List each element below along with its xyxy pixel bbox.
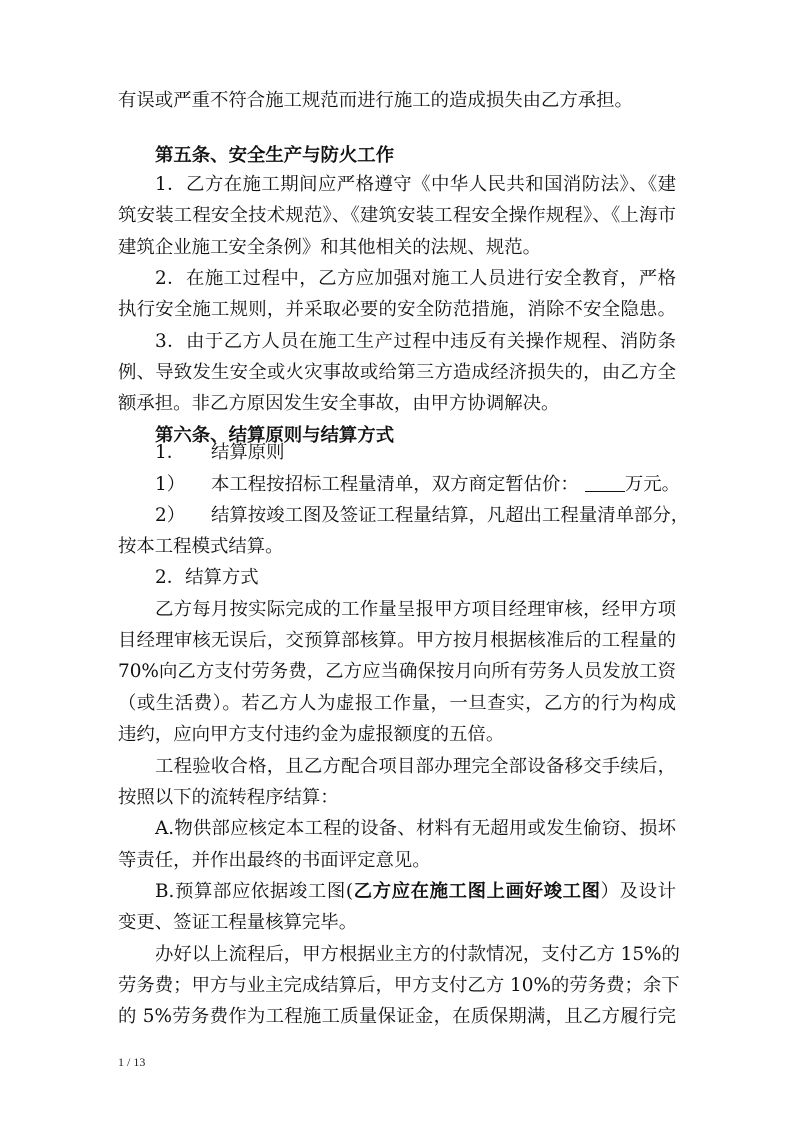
text-line bbox=[155, 473, 681, 497]
text-line bbox=[155, 504, 690, 528]
line-text: 执行安全施工规则，并采取必要的安全防范措施，消除不安全隐患。 bbox=[118, 299, 676, 320]
line-text: 劳务费；甲方与业主完成结算后，甲方支付乙方 10%的劳务费；余下 bbox=[118, 975, 680, 996]
line-text: 有误或严重不符合施工规范而进行施工的造成损失由乙方承担。 bbox=[118, 90, 633, 111]
page-number: 1 / 13 bbox=[118, 1055, 146, 1069]
text-line bbox=[118, 660, 676, 684]
line-text: 筑安装工程安全技术规范》、《建筑安装工程安全操作规程》、《上海市 bbox=[118, 205, 676, 226]
text-line bbox=[118, 974, 680, 998]
text-line bbox=[118, 392, 676, 416]
text-line bbox=[118, 236, 676, 260]
line-text: （或生活费）。若乙方人为虚报工作量，一旦查实，乙方的行为构成 bbox=[118, 693, 676, 714]
text-line bbox=[118, 535, 676, 559]
text-line bbox=[155, 267, 676, 291]
line-text: 变更、签证工程量核算完毕。 bbox=[118, 912, 358, 933]
line-text-after: 万元。 bbox=[624, 474, 681, 495]
line-text: 结算原则 bbox=[211, 442, 285, 463]
list-number: 1． bbox=[155, 442, 186, 463]
line-text: 3．由于乙方人员在施工生产过程中违反有关操作规程、消防条 bbox=[155, 331, 676, 352]
text-line bbox=[118, 298, 676, 322]
text-line bbox=[155, 173, 676, 197]
line-text: 违约，应向甲方支付违约金为虚报额度的五倍。 bbox=[118, 724, 505, 745]
text-line bbox=[118, 692, 676, 716]
text-line bbox=[118, 629, 676, 653]
line-text: 乙方每月按实际完成的工作量呈报甲方项目经理审核，经甲方项 bbox=[155, 599, 676, 620]
text-line bbox=[118, 786, 676, 810]
list-number: 1） bbox=[155, 474, 186, 495]
line-text: 1．乙方在施工期间应严格遵守《中华人民共和国消防法》、《建 bbox=[155, 174, 676, 195]
list-number: 2） bbox=[155, 505, 186, 526]
text-line bbox=[155, 817, 676, 841]
section-heading bbox=[155, 144, 676, 168]
line-text: 按本工程模式结算。 bbox=[118, 536, 284, 557]
line-text: 70%向乙方支付劳务费，乙方应当确保按月向所有劳务人员发放工资 bbox=[118, 661, 676, 682]
text-line bbox=[118, 849, 676, 873]
line-text: 第六条、结算原则与结算方式 bbox=[155, 425, 395, 446]
text-line bbox=[118, 723, 676, 747]
line-text: 结算按竣工图及签证工程量结算，凡超出工程量清单部分， bbox=[211, 505, 690, 526]
line-text: 等责任，并作出最终的书面评定意见。 bbox=[118, 850, 431, 871]
emphasis-text: 乙方应在施工图上画好竣工图 bbox=[353, 881, 601, 902]
text-line bbox=[155, 943, 680, 967]
line-text: 本工程按招标工程量清单，双方商定暂估价： bbox=[211, 474, 579, 495]
text-line bbox=[155, 566, 676, 590]
text-line bbox=[155, 755, 676, 779]
line-text: 办好以上流程后，甲方根据业主方的付款情况，支付乙方 15%的 bbox=[155, 944, 680, 965]
line-text: A.物供部应核定本工程的设备、材料有无超用或发生偷窃、损坏 bbox=[155, 818, 676, 839]
text-line bbox=[118, 361, 676, 385]
line-text: 额承担。非乙方原因发生安全事故，由甲方协调解决。 bbox=[118, 393, 560, 414]
line-text: 目经理审核无误后，交预算部核算。甲方按月根据核准后的工程量的 bbox=[118, 630, 676, 651]
line-text: 2．结算方式 bbox=[155, 567, 259, 588]
line-text: 工程验收合格，且乙方配合项目部办理完全部设备移交手续后， bbox=[155, 756, 676, 777]
text-line bbox=[118, 204, 676, 228]
line-text: 例、导致发生安全或火灾事故或给第三方造成经济损失的，由乙方全 bbox=[118, 362, 676, 383]
amount-blank bbox=[585, 473, 625, 492]
text-line bbox=[118, 89, 676, 113]
text-line bbox=[155, 330, 676, 354]
line-text: 按照以下的流转程序结算： bbox=[118, 787, 339, 808]
text-line bbox=[155, 441, 676, 465]
text-line bbox=[155, 880, 676, 904]
line-text: B.预算部应依据竣工图( bbox=[155, 881, 354, 902]
line-text: 2．在施工过程中，乙方应加强对施工人员进行安全教育，严格 bbox=[155, 268, 676, 289]
text-line bbox=[155, 598, 676, 622]
line-text: 第五条、安全生产与防火工作 bbox=[155, 145, 395, 166]
text-line bbox=[118, 1005, 676, 1029]
text-line bbox=[118, 911, 676, 935]
line-text: 建筑企业施工安全条例》和其他相关的法规、规范。 bbox=[118, 237, 541, 258]
line-text: 的 5%劳务费作为工程施工质量保证金，在质保期满，且乙方履行完 bbox=[118, 1006, 676, 1027]
line-text-after: ）及设计 bbox=[600, 881, 676, 902]
